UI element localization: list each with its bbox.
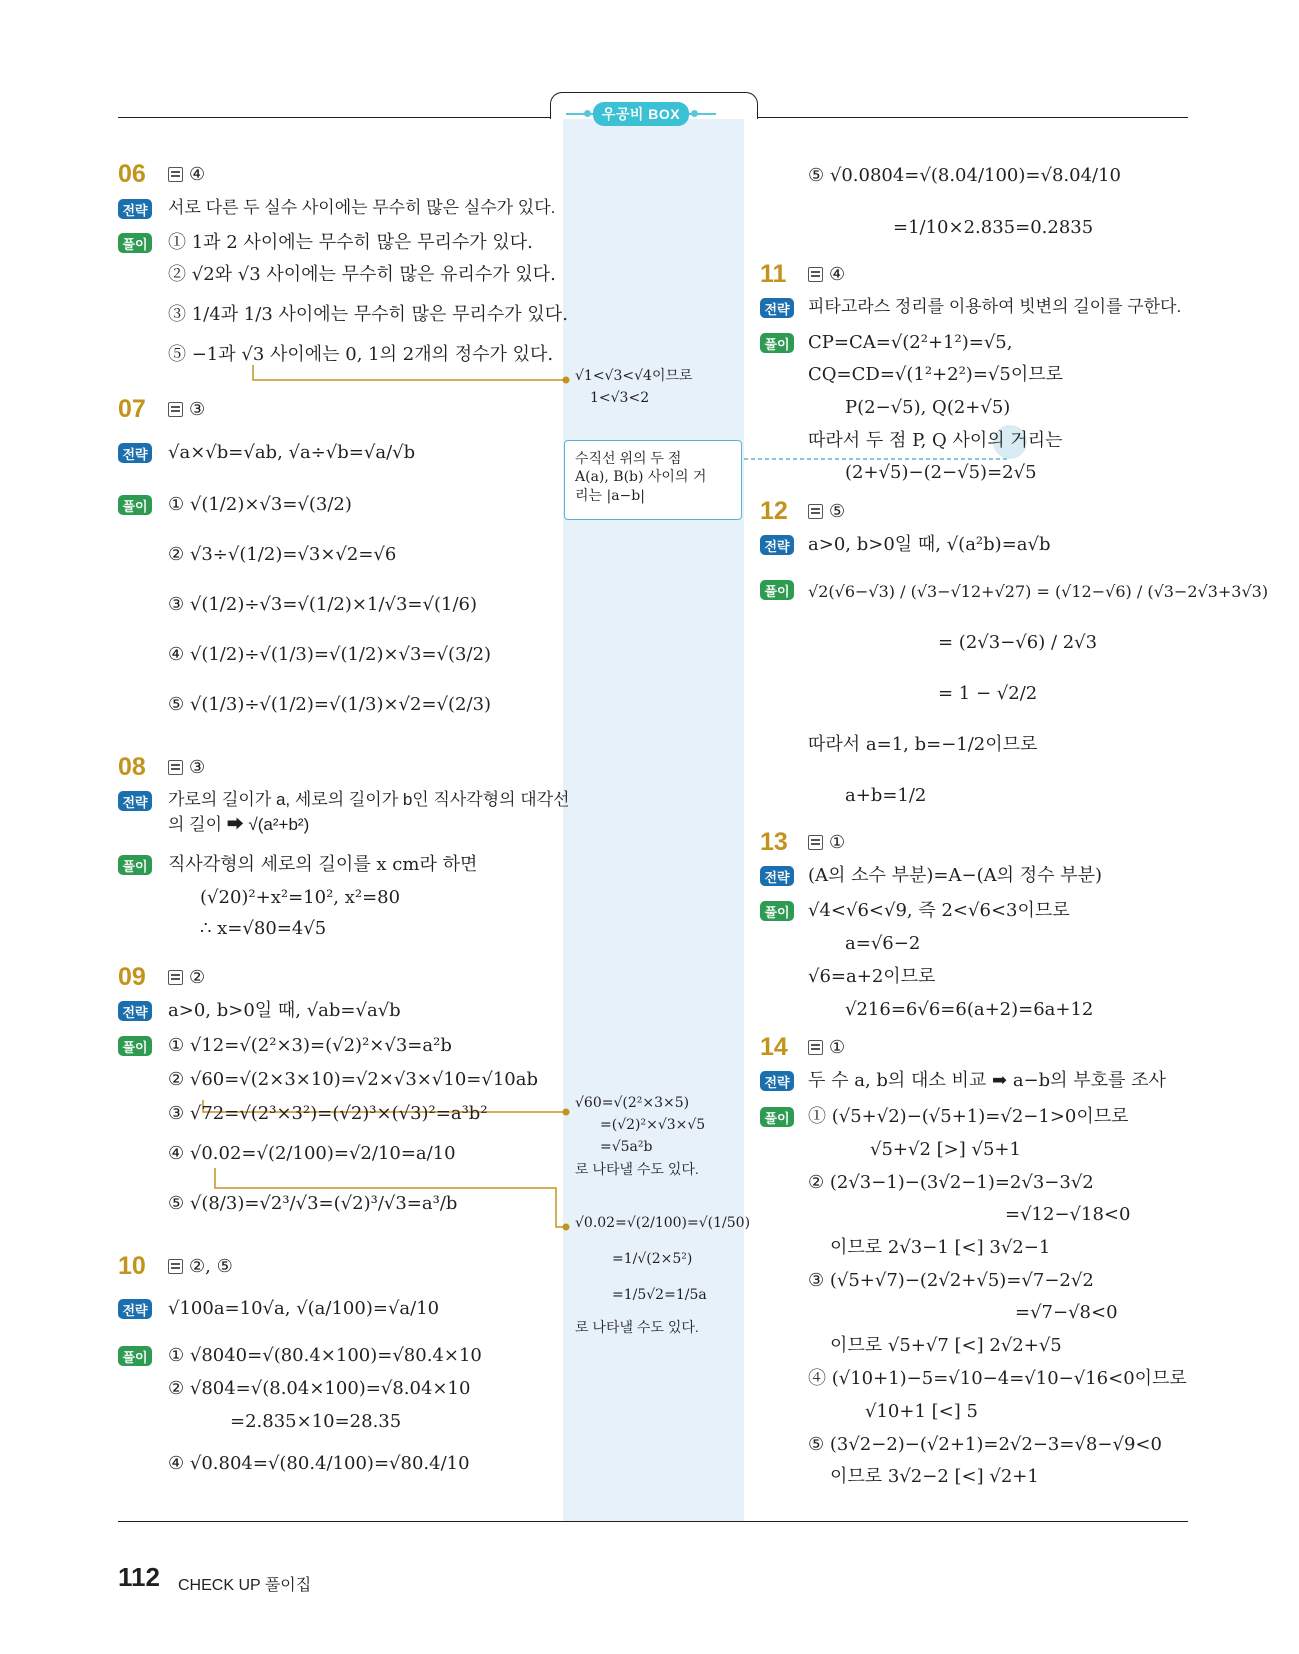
problem-12-answer <box>808 501 845 522</box>
problem-07-answer <box>168 399 205 420</box>
strategy-badge: 전략 <box>118 443 152 463</box>
problem-06-line: ① 1과 2 사이에는 무수히 많은 무리수가 있다. <box>168 232 533 253</box>
strategy-badge: 전략 <box>118 1001 152 1021</box>
side-note-1: √1<√3<√4이므로 <box>575 368 693 384</box>
problem-14-answer <box>808 1037 845 1058</box>
problem-09-line: ④ √0.02=√(2/100)=√2/10=a/10 <box>168 1143 456 1164</box>
problem-13-line: √6=a+2이므로 <box>808 966 936 987</box>
answer-icon <box>168 1259 183 1274</box>
problem-10-line: =1/10×2.835=0.2835 <box>893 217 1094 238</box>
problem-14-line: ③ (√5+√7)−(2√2+√5)=√7−2√2 <box>808 1270 1094 1291</box>
problem-08-strategy-line1: 가로의 길이가 a, 세로의 길이가 b인 직사각형의 대각선 <box>168 790 570 809</box>
callout-distance <box>564 440 742 520</box>
solution-badge: 풀이 <box>118 233 152 253</box>
problem-09-line: ③ √72=√(2³×3²)=(√2)³×(√3)²=a³b² <box>168 1103 488 1124</box>
problem-06-line: ⑤ −1과 √3 사이에는 0, 1의 2개의 정수가 있다. <box>168 344 554 365</box>
strategy-badge: 전략 <box>760 1071 794 1091</box>
strategy-badge: 전략 <box>118 1299 152 1319</box>
problem-13-line: √4<√6<√9, 즉 2<√6<3이므로 <box>808 900 1070 921</box>
problem-09-line: ① √12=√(2²×3)=(√2)²×√3=a²b <box>168 1035 452 1056</box>
answer-value: ⑤ <box>829 501 846 522</box>
problem-10-line: ② √804=√(8.04×100)=√8.04×10 <box>168 1378 471 1399</box>
answer-value: ① <box>829 1037 846 1058</box>
problem-14-line: √10+1 [<] 5 <box>865 1401 978 1422</box>
problem-07-number: 07 <box>118 395 146 423</box>
problem-08-line: 직사각형의 세로의 길이를 x cm라 하면 <box>168 854 478 875</box>
problem-12-line: a+b=1/2 <box>845 785 927 806</box>
solution-badge: 풀이 <box>760 333 794 353</box>
solution-badge: 풀이 <box>760 580 794 600</box>
problem-13-line: √216=6√6=6(a+2)=6a+12 <box>845 999 1094 1020</box>
callout-line: A(a), B(b) 사이의 거 <box>575 468 707 485</box>
answer-icon <box>168 402 183 417</box>
problem-08-number: 08 <box>118 753 146 781</box>
problem-08-line: ∴ x=√80=4√5 <box>200 918 327 939</box>
problem-11-number: 11 <box>760 260 787 288</box>
problem-11-line: CP=CA=√(2²+1²)=√5, <box>808 332 1013 353</box>
answer-icon <box>168 970 183 985</box>
side-note-1: 1<√3<2 <box>590 390 650 406</box>
problem-13-line: a=√6−2 <box>845 933 921 954</box>
problem-08-answer <box>168 757 205 778</box>
problem-12-line: = 1 − √2/2 <box>938 683 1038 704</box>
problem-06-line: ② √2와 √3 사이에는 무수히 많은 유리수가 있다. <box>168 264 556 285</box>
solution-badge: 풀이 <box>760 901 794 921</box>
side-note-3: √0.02=√(2/100)=√(1/50) <box>575 1215 751 1231</box>
solution-badge: 풀이 <box>118 1036 152 1056</box>
box-label: 우공비 BOX <box>593 102 689 126</box>
answer-icon <box>168 760 183 775</box>
answer-value: ③ <box>189 399 206 420</box>
problem-14-line: ④ (√10+1)−5=√10−4=√10−√16<0이므로 <box>808 1368 1187 1389</box>
problem-09-answer <box>168 967 205 988</box>
answer-value: ②, ⑤ <box>189 1256 233 1277</box>
problem-14-line: √5+√2 [>] √5+1 <box>870 1139 1021 1160</box>
problem-10-line: ④ √0.804=√(80.4/100)=√80.4/10 <box>168 1453 470 1474</box>
strategy-badge: 전략 <box>760 866 794 886</box>
side-note-2: √60=√(2²×3×5) <box>575 1095 690 1111</box>
problem-08-strategy-line2: 의 길이 ➡ √(a²+b²) <box>168 815 310 834</box>
problem-10-line: ⑤ √0.0804=√(8.04/100)=√8.04/10 <box>808 165 1122 186</box>
problem-07-line: ⑤ √(1/3)÷√(1/2)=√(1/3)×√2=√(2/3) <box>168 694 492 715</box>
problem-06-answer <box>168 164 205 185</box>
problem-14-line: ⑤ (3√2−2)−(√2+1)=2√2−3=√8−√9<0 <box>808 1434 1162 1455</box>
problem-11-line: 따라서 두 점 P, Q 사이의 거리는 <box>808 430 1063 451</box>
problem-14-line: =√7−√8<0 <box>1015 1302 1118 1323</box>
problem-11-line: (2+√5)−(2−√5)=2√5 <box>845 462 1037 483</box>
problem-11-line: CQ=CD=√(1²+2²)=√5이므로 <box>808 364 1063 385</box>
problem-13-strategy: (A의 소수 부분)=A−(A의 정수 부분) <box>808 865 1103 886</box>
problem-10-number: 10 <box>118 1252 146 1280</box>
problem-14-line: 이므로 2√3−1 [<] 3√2−1 <box>830 1237 1051 1258</box>
problem-07-line: ③ √(1/2)÷√3=√(1/2)×1/√3=√(1/6) <box>168 594 477 615</box>
problem-12-line: √2(√6−√3) / (√3−√12+√27) = (√12−√6) / (√3−2√3+3√3) <box>808 582 1269 601</box>
problem-14-line: ② (2√3−1)−(3√2−1)=2√3−3√2 <box>808 1172 1094 1193</box>
problem-14-line: ① (√5+√2)−(√5+1)=√2−1>0이므로 <box>808 1106 1129 1127</box>
problem-14-line: 이므로 √5+√7 [<] 2√2+√5 <box>830 1335 1062 1356</box>
solution-badge: 풀이 <box>118 495 152 515</box>
strategy-badge: 전략 <box>760 298 794 318</box>
answer-value: ① <box>829 832 846 853</box>
problem-14-strategy: 두 수 a, b의 대소 비교 ➡ a−b의 부호를 조사 <box>808 1070 1166 1091</box>
problem-09-line: ② √60=√(2×3×10)=√2×√3×√10=√10ab <box>168 1069 538 1090</box>
problem-12-line: 따라서 a=1, b=−1/2이므로 <box>808 734 1038 755</box>
answer-icon <box>808 267 823 282</box>
answer-icon <box>808 1040 823 1055</box>
side-note-2: =√5a²b <box>600 1139 653 1155</box>
problem-06-strategy: 서로 다른 두 실수 사이에는 무수히 많은 실수가 있다. <box>168 198 556 217</box>
problem-10-line: ① √8040=√(80.4×100)=√80.4×10 <box>168 1345 482 1366</box>
callout-line: 수직선 위의 두 점 <box>575 450 682 466</box>
side-note-2: 로 나타낼 수도 있다. <box>575 1161 699 1177</box>
solution-badge: 풀이 <box>118 855 152 875</box>
problem-09-number: 09 <box>118 963 146 991</box>
side-note-3: 로 나타낼 수도 있다. <box>575 1319 699 1335</box>
page-label: CHECK UP 풀이집 <box>178 1577 312 1594</box>
problem-10-strategy: √100a=10√a, √(a/100)=√a/10 <box>168 1298 440 1319</box>
problem-12-line: = (2√3−√6) / 2√3 <box>938 632 1098 653</box>
problem-08-line: (√20)²+x²=10², x²=80 <box>200 887 401 908</box>
problem-14-line: =√12−√18<0 <box>1005 1204 1131 1225</box>
problem-14-number: 14 <box>760 1033 788 1061</box>
problem-07-strategy: √a×√b=√ab, √a÷√b=√a/√b <box>168 442 416 463</box>
problem-12-number: 12 <box>760 497 788 525</box>
callout-line: 리는 |a−b| <box>575 487 645 504</box>
problem-13-answer <box>808 832 845 853</box>
problem-09-strategy: a>0, b>0일 때, √ab=√a√b <box>168 1000 401 1021</box>
solution-badge: 풀이 <box>118 1346 152 1366</box>
problem-07-line: ① √(1/2)×√3=√(3/2) <box>168 494 352 515</box>
problem-10-answer <box>168 1256 233 1277</box>
answer-value: ④ <box>189 164 206 185</box>
side-note-3: =1/5√2=1/5a <box>612 1287 707 1303</box>
footer-rule <box>118 1521 1188 1522</box>
problem-06-number: 06 <box>118 160 146 188</box>
problem-09-line: ⑤ √(8/3)=√2³/√3=(√2)³/√3=a³/b <box>168 1193 458 1214</box>
answer-icon <box>808 835 823 850</box>
answer-icon <box>168 167 183 182</box>
answer-value: ③ <box>189 757 206 778</box>
page-number: 112 <box>118 1562 160 1592</box>
strategy-badge: 전략 <box>760 535 794 555</box>
problem-14-line: 이므로 3√2−2 [<] √2+1 <box>830 1466 1039 1487</box>
problem-06-line: ③ 1/4과 1/3 사이에는 무수히 많은 무리수가 있다. <box>168 304 568 325</box>
strategy-badge: 전략 <box>118 791 152 811</box>
problem-07-line: ④ √(1/2)÷√(1/3)=√(1/2)×√3=√(3/2) <box>168 644 492 665</box>
problem-12-strategy: a>0, b>0일 때, √(a²b)=a√b <box>808 534 1051 555</box>
problem-13-number: 13 <box>760 828 788 856</box>
answer-icon <box>808 504 823 519</box>
side-note-2: =(√2)²×√3×√5 <box>600 1117 706 1133</box>
strategy-badge: 전략 <box>118 199 152 219</box>
solution-badge: 풀이 <box>760 1107 794 1127</box>
problem-11-answer <box>808 264 845 285</box>
problem-11-line: P(2−√5), Q(2+√5) <box>845 397 1011 418</box>
answer-value: ④ <box>829 264 846 285</box>
problem-07-line: ② √3÷√(1/2)=√3×√2=√6 <box>168 544 397 565</box>
answer-value: ② <box>189 967 206 988</box>
problem-10-line: =2.835×10=28.35 <box>230 1411 402 1432</box>
problem-11-strategy: 피타고라스 정리를 이용하여 빗변의 길이를 구한다. <box>808 297 1182 316</box>
side-note-3: =1/√(2×5²) <box>612 1251 693 1267</box>
